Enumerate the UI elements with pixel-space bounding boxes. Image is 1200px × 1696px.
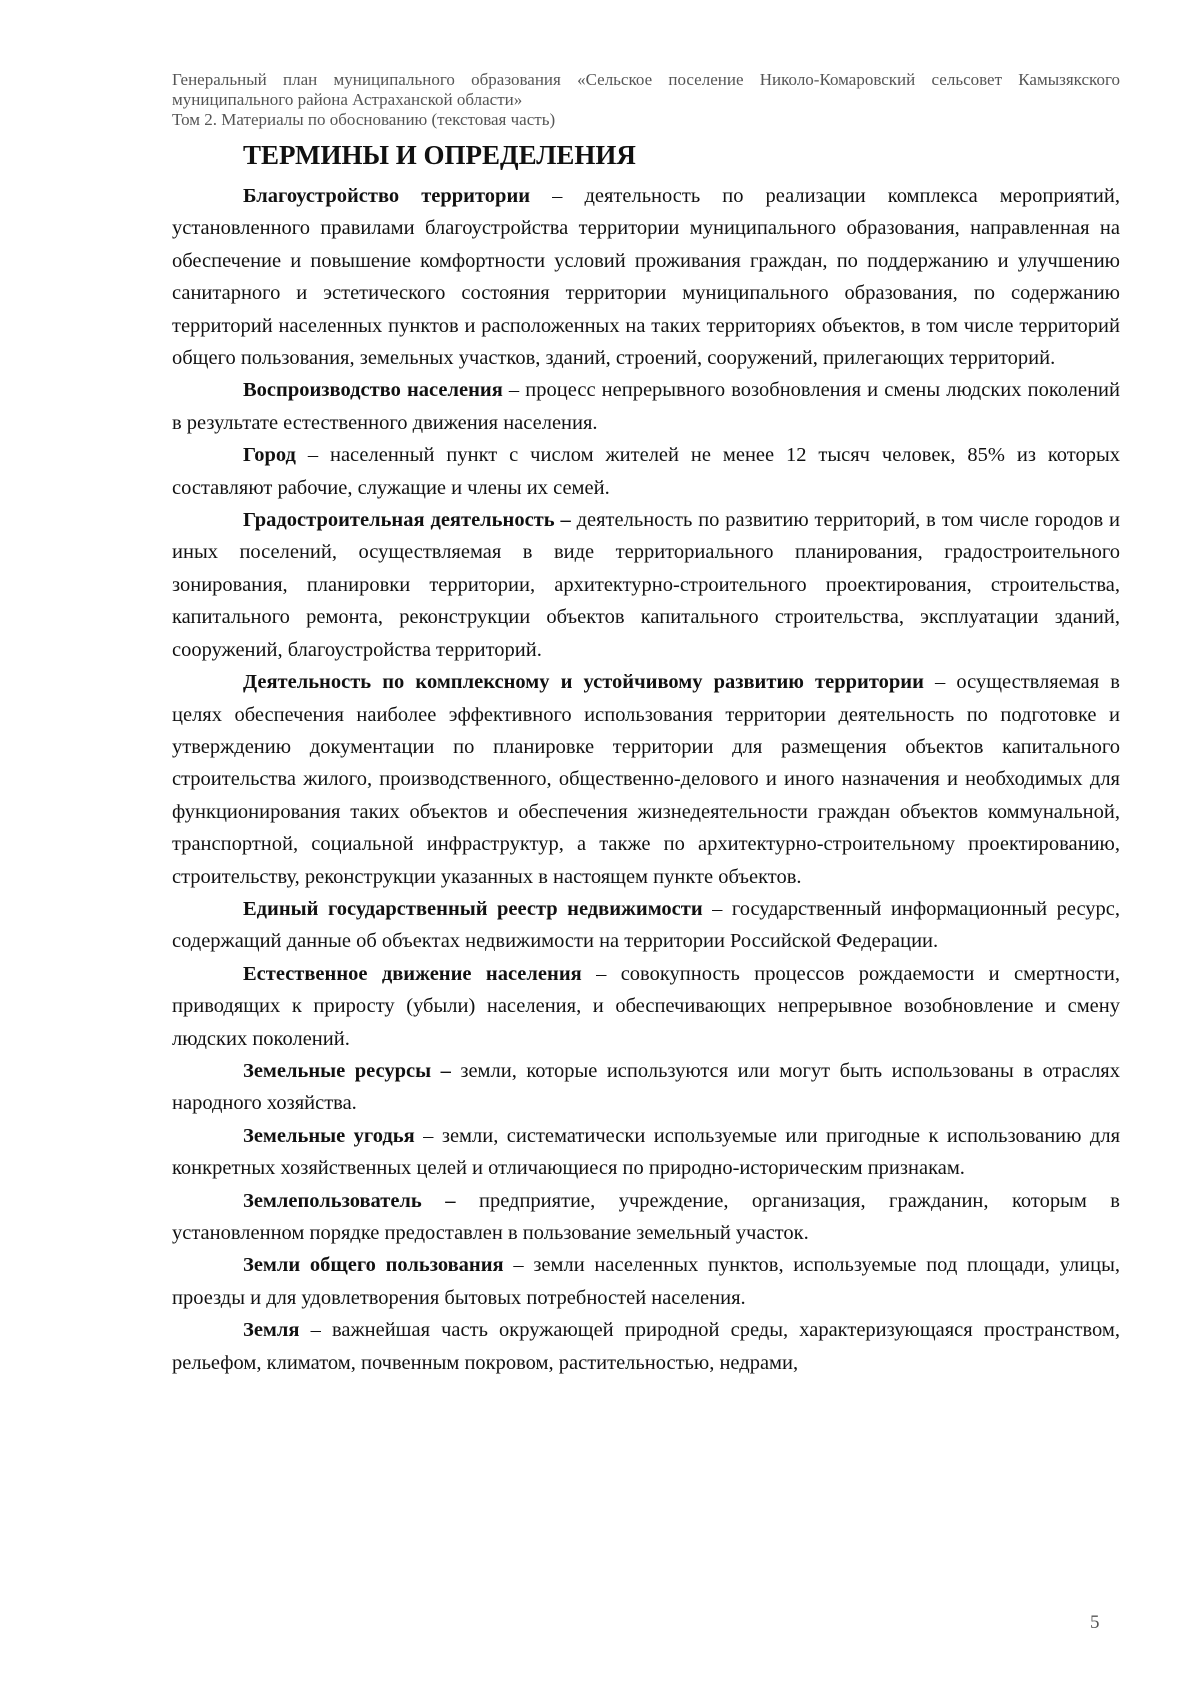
term-definition: – земли населенных пунктов, используемые под площади, улицы, проезды и для удовлетворения бытовых потребностей населения. xyxy=(172,1254,1120,1309)
term-name: Город xyxy=(243,444,296,467)
term-name: Земельные угодья xyxy=(243,1124,415,1147)
term-paragraph xyxy=(172,439,1120,504)
term-name: Земля xyxy=(243,1319,300,1342)
term-definition: – важнейшая часть окружающей природной среды, характеризующаяся пространством, рельефом, климатом, почвенным покровом, растительностью, недрами, xyxy=(172,1319,1120,1374)
term-name: Воспроизводство населения xyxy=(243,379,503,402)
term-definition: земли, которые используются или могут быть использованы в отраслях народного хозяйства. xyxy=(172,1059,1120,1115)
term-paragraph xyxy=(172,180,1120,374)
term-paragraph xyxy=(172,1314,1120,1379)
term-paragraph xyxy=(172,893,1120,958)
term-definition: – населенный пункт с числом жителей не менее 12 тысяч человек, 85% из которых составляют рабочие, служащие и члены их семей. xyxy=(172,444,1120,499)
term-definition: – деятельность по реализации комплекса мероприятий, установленного правилами благоустройства территории муниципального образования, направленная на обеспечение и повышение комфортности условий проживания граждан, по поддержанию и улучшению санитарного и эстетического состояния территории муниципального образования, по содержанию территорий населенных пунктов и расположенных на таких территориях объектов, в том числе территорий общего пользования, земельных участков, зданий, строений, сооружений, прилегающих территорий. xyxy=(172,185,1120,370)
term-name: Земельные ресурсы – xyxy=(243,1059,451,1082)
term-name: Естественное движение населения xyxy=(243,962,582,985)
terms-list xyxy=(172,180,1120,1379)
term-paragraph xyxy=(172,1249,1120,1314)
term-paragraph xyxy=(172,1120,1120,1185)
term-name: Благоустройство территории xyxy=(243,185,531,207)
header-line-title: Генеральный план муниципального образования «Сельское поселение Николо-Комаровский сельсовет Камызякского муниципального района Астраханской области» xyxy=(172,70,1120,109)
term-name: Градостроительная деятельность – xyxy=(243,509,571,532)
term-definition: деятельность по развитию территорий, в том числе городов и иных поселений, осуществляемая в виде территориального планирования, градостроительного зонирования, планировки территории, архитектурно-строительного проектирования, строительства, капитального ремонта, реконструкции объектов капитального строительства, эксплуатации зданий, сооружений, благоустройства территорий. xyxy=(172,509,1120,661)
term-paragraph xyxy=(172,504,1120,666)
term-paragraph xyxy=(172,374,1120,439)
term-definition: – осуществляемая в целях обеспечения наиболее эффективного использования территории деятельность по подготовке и утверждению документации по планировке территории для размещения объектов капитального строительства жилого, производственного, общественно-делового и иного назначения и необходимых для функционирования таких объектов и обеспечения жизнедеятельности граждан объектов коммунальной, транспортной, социальной инфраструктур, а также по архитектурно-строительному проектированию, строительству, реконструкции указанных в настоящем пункте объектов. xyxy=(172,671,1120,888)
term-name: Земли общего пользования xyxy=(243,1254,504,1277)
term-name: Деятельность по комплексному и устойчивому развитию территории xyxy=(243,671,924,694)
term-name: Землепользователь – xyxy=(243,1189,456,1212)
term-definition: – земли, систематически используемые или пригодные к использованию для конкретных хозяйственных целей и отличающиеся по природно-историческим признакам. xyxy=(172,1124,1120,1180)
term-paragraph xyxy=(172,1055,1120,1120)
section-title: ТЕРМИНЫ И ОПРЕДЕЛЕНИЯ xyxy=(243,140,636,170)
term-definition: предприятие, учреждение, организация, гражданин, которым в установленном порядке предоставлен в пользование земельный участок. xyxy=(172,1189,1120,1244)
term-paragraph xyxy=(172,1185,1120,1250)
term-definition: – государственный информационный ресурс, содержащий данные об объектах недвижимости на территории Российской Федерации. xyxy=(172,897,1120,953)
term-paragraph xyxy=(172,958,1120,1055)
term-paragraph xyxy=(172,666,1120,893)
header-line-volume: Том 2. Материалы по обоснованию (текстовая часть) xyxy=(172,110,556,129)
term-name: Единый государственный реестр недвижимости xyxy=(243,897,703,920)
term-definition: – процесс непрерывного возобновления и смены людских поколений в результате естественного движения населения. xyxy=(172,379,1120,434)
term-definition: – совокупность процессов рождаемости и смертности, приводящих к приросту (убыли) населения, и обеспечивающих непрерывное возобновление и смену людских поколений. xyxy=(172,962,1120,1050)
page-number: 5 xyxy=(1090,1612,1100,1633)
running-header xyxy=(172,70,1120,130)
